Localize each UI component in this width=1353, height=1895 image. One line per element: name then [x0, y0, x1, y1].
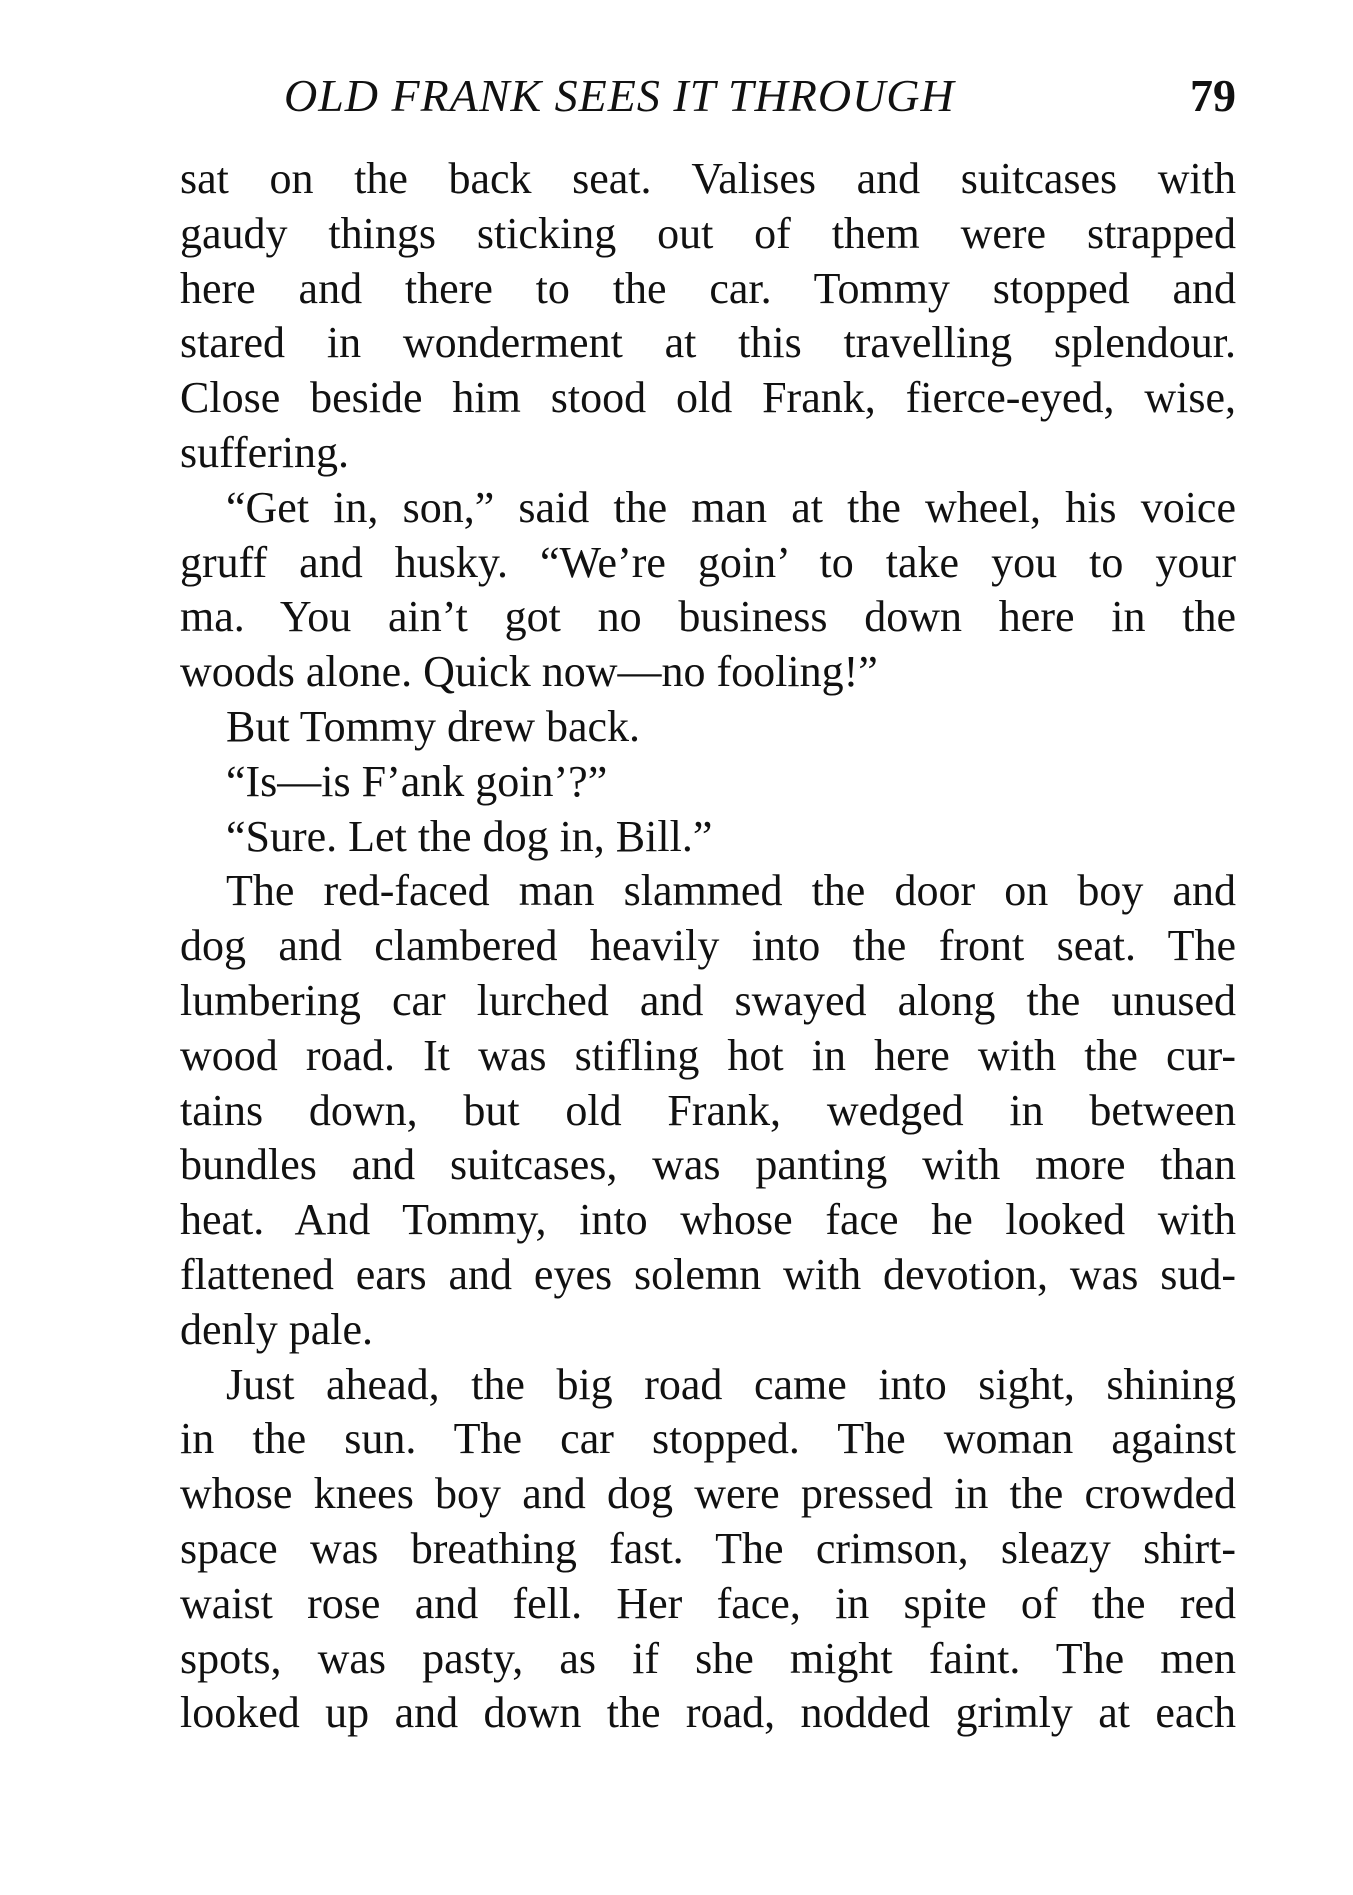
text-line: heat. And Tommy, into whose face he looked with — [180, 1195, 1236, 1245]
text-line: waist rose and fell. Her face, in spite of the red — [180, 1578, 1236, 1628]
text-line: whose knees boy and dog were pressed in the crowded — [180, 1469, 1236, 1519]
text-line: sat on the back seat. Valises and suitcases with — [180, 154, 1236, 203]
text-line: spots, was pasty, as if she might faint. The men — [180, 1633, 1236, 1683]
text-line: “Get in, son,” said the man at the wheel, his voice — [226, 482, 1236, 532]
text-line: in the sun. The car stopped. The woman against — [180, 1414, 1236, 1464]
text-line: denly pale. — [180, 1304, 374, 1354]
text-line: gruff and husky. “We’re goin’ to take you to your — [180, 537, 1236, 587]
text-line: “Sure. Let the dog in, Bill.” — [226, 811, 713, 861]
text-line: looked up and down the road, nodded grimly at each — [180, 1688, 1236, 1738]
running-title: OLD FRANK SEES IT THROUGH — [284, 70, 955, 121]
text-line: space was breathing fast. The crimson, sleazy shirt- — [180, 1523, 1236, 1573]
text-line: Close beside him stood old Frank, fierce-eyed, wise, — [180, 373, 1236, 423]
text-line: The red-faced man slammed the door on boy and — [226, 866, 1236, 916]
body-text — [180, 152, 1236, 1741]
text-line: here and there to the car. Tommy stopped and — [180, 263, 1236, 313]
text-line: “Is—is F’ank goin’?” — [226, 756, 608, 806]
text-line: ma. You ain’t got no business down here in the — [180, 592, 1236, 642]
text-line: gaudy things sticking out of them were strapped — [180, 208, 1236, 258]
text-line: suffering. — [180, 427, 350, 477]
running-head — [180, 66, 1236, 126]
page-number: 79 — [1190, 70, 1236, 121]
text-line: Just ahead, the big road came into sight, shining — [226, 1359, 1236, 1409]
text-line: tains down, but old Frank, wedged in between — [180, 1085, 1236, 1135]
text-line: flattened ears and eyes solemn with devotion, was sud- — [180, 1249, 1236, 1299]
text-line: wood road. It was stifling hot in here with the cur- — [180, 1030, 1236, 1080]
text-line: stared in wonderment at this travelling splendour. — [180, 318, 1236, 368]
text-line: dog and clambered heavily into the front seat. The — [180, 921, 1236, 971]
text-line: bundles and suitcases, was panting with more than — [180, 1140, 1236, 1190]
text-line: But Tommy drew back. — [226, 701, 641, 751]
text-line: lumbering car lurched and swayed along the unused — [180, 975, 1236, 1025]
text-line: woods alone. Quick now—no fooling!” — [180, 647, 878, 697]
